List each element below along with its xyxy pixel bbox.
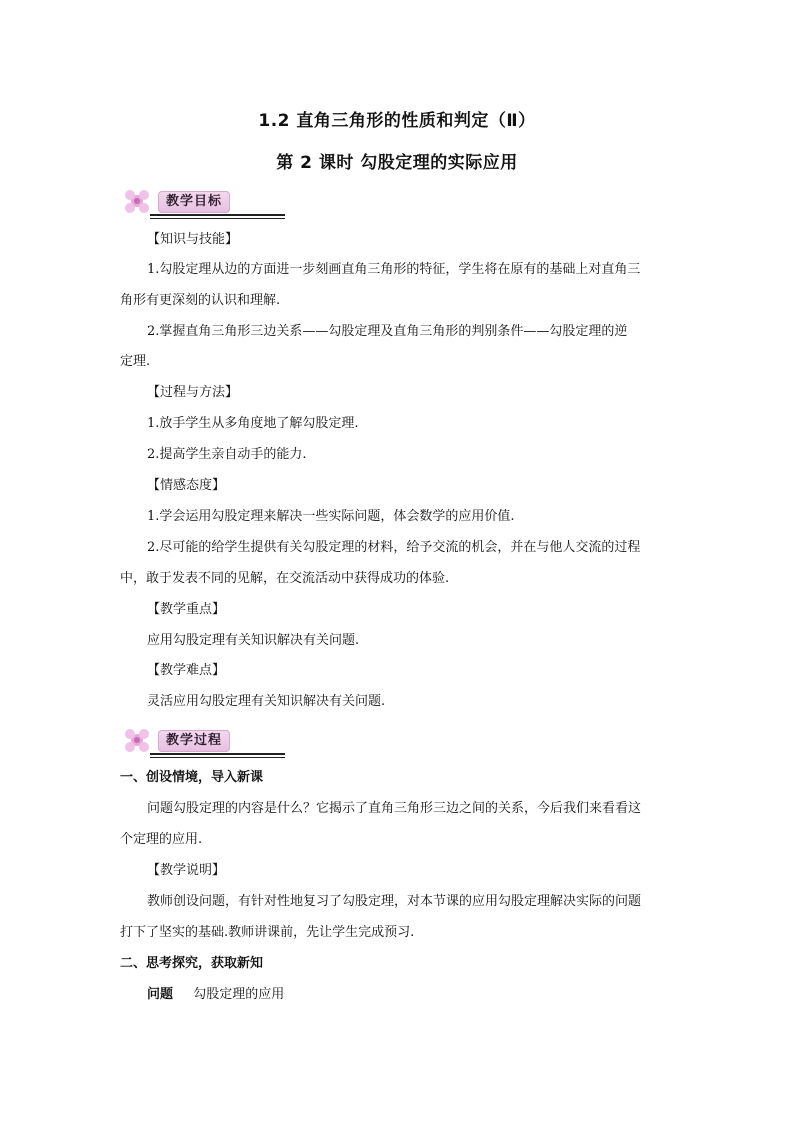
paragraph-line: 1.放手学生从多角度地了解勾股定理. xyxy=(147,416,359,431)
banner-teaching-goals xyxy=(120,184,285,218)
banner-rule xyxy=(150,214,285,216)
paragraph-line: 1.勾股定理从边的方面进一步刻画直角三角形的特征，学生将在原有的基础上对直角三 xyxy=(147,262,641,277)
paragraph-line: 2.提高学生亲自动手的能力. xyxy=(147,447,307,462)
heading-key-points: 【教学重点】 xyxy=(147,602,226,617)
heading-knowledge: 【知识与技能】 xyxy=(147,232,239,247)
banner-rule xyxy=(150,753,285,755)
section-heading-1: 一、创设情境，导入新课 xyxy=(120,770,264,785)
banner-rule xyxy=(150,218,285,219)
heading-teaching-note: 【教学说明】 xyxy=(147,863,226,878)
page-title: 1.2 直角三角形的性质和判定（Ⅱ） xyxy=(258,111,536,131)
question-line xyxy=(147,986,284,1004)
flower-icon xyxy=(120,184,154,216)
paragraph-line: 定理. xyxy=(120,354,151,369)
paragraph-line: 教师创设问题，有针对性地复习了勾股定理，对本节课的应用勾股定理解决实际的问题 xyxy=(147,894,642,909)
banner-label: 教学目标 xyxy=(158,191,230,213)
question-label: 问题 xyxy=(147,987,174,1002)
paragraph-line: 1.学会运用勾股定理来解决一些实际问题，体会数学的应用价值. xyxy=(147,509,515,524)
question-text: 勾股定理的应用 xyxy=(193,987,285,1002)
lesson-subtitle: 第 2 课时 勾股定理的实际应用 xyxy=(276,153,518,173)
paragraph-line: 2.尽可能的给学生提供有关勾股定理的材料，给予交流的机会，并在与他人交流的过程 xyxy=(147,540,641,555)
paragraph-line: 灵活应用勾股定理有关知识解决有关问题. xyxy=(147,694,386,709)
banner-teaching-process xyxy=(120,723,285,757)
paragraph-line: 角形有更深刻的认识和理解. xyxy=(120,293,281,308)
banner-rule xyxy=(150,757,285,758)
paragraph-line: 问题勾股定理的内容是什么？它揭示了直角三角形三边之间的关系，今后我们来看看这 xyxy=(147,801,642,816)
heading-process-methods: 【过程与方法】 xyxy=(147,385,239,400)
heading-emotion: 【情感态度】 xyxy=(147,478,226,493)
heading-difficult-points: 【教学难点】 xyxy=(147,663,226,678)
paragraph-line: 2.掌握直角三角形三边关系——勾股定理及直角三角形的判别条件——勾股定理的逆 xyxy=(147,324,628,339)
section-heading-2: 二、思考探究，获取新知 xyxy=(120,956,264,971)
paragraph-line: 应用勾股定理有关知识解决有关问题. xyxy=(147,633,360,648)
paragraph-line: 打下了坚实的基础.教师讲课前，先让学生完成预习. xyxy=(120,925,415,940)
flower-icon xyxy=(120,723,154,755)
banner-label: 教学过程 xyxy=(158,730,230,752)
paragraph-line: 中，敢于发表不同的见解，在交流活动中获得成功的体验. xyxy=(120,571,450,586)
paragraph-line: 个定理的应用. xyxy=(120,832,203,847)
